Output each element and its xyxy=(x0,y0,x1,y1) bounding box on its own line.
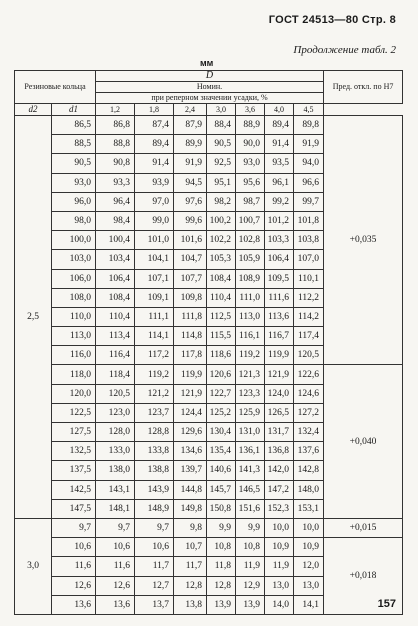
D-value-cell: 104,7 xyxy=(174,250,207,269)
D-value-cell: 128,0 xyxy=(96,423,135,442)
D-value-cell: 96,6 xyxy=(294,173,324,192)
D-value-cell: 116,1 xyxy=(236,327,265,346)
D-value-cell: 116,7 xyxy=(265,327,294,346)
D-value-cell: 124,0 xyxy=(265,384,294,403)
D-value-cell: 130,4 xyxy=(207,423,236,442)
D-value-cell: 12,0 xyxy=(294,557,324,576)
D-value-cell: 117,2 xyxy=(135,346,174,365)
D-value-cell: 129,6 xyxy=(174,423,207,442)
D-value-cell: 113,4 xyxy=(96,327,135,346)
d1-cell: 100,0 xyxy=(52,231,96,250)
D-value-cell: 126,5 xyxy=(265,403,294,422)
D-value-cell: 107,7 xyxy=(174,269,207,288)
D-value-cell: 89,9 xyxy=(174,135,207,154)
D-value-cell: 98,7 xyxy=(236,192,265,211)
D-value-cell: 142,0 xyxy=(265,461,294,480)
d1-cell: 122,5 xyxy=(52,403,96,422)
d1-cell: 118,0 xyxy=(52,365,96,384)
D-value-cell: 97,0 xyxy=(135,192,174,211)
D-value-cell: 10,9 xyxy=(265,538,294,557)
table-row xyxy=(15,538,403,557)
D-value-cell: 124,4 xyxy=(174,403,207,422)
D-value-cell: 95,6 xyxy=(236,173,265,192)
D-value-cell: 10,6 xyxy=(135,538,174,557)
D-value-cell: 94,0 xyxy=(294,154,324,173)
D-value-cell: 9,9 xyxy=(207,518,236,537)
D-value-cell: 122,7 xyxy=(207,384,236,403)
D-value-cell: 90,8 xyxy=(96,154,135,173)
D-value-cell: 10,8 xyxy=(207,538,236,557)
D-value-cell: 92,5 xyxy=(207,154,236,173)
D-value-cell: 10,0 xyxy=(294,518,324,537)
D-value-cell: 10,6 xyxy=(96,538,135,557)
D-value-cell: 13,8 xyxy=(174,595,207,614)
D-value-cell: 117,4 xyxy=(294,327,324,346)
D-value-cell: 98,4 xyxy=(96,211,135,230)
D-value-cell: 91,4 xyxy=(135,154,174,173)
D-value-cell: 103,8 xyxy=(294,231,324,250)
D-value-cell: 152,3 xyxy=(265,499,294,518)
d1-cell: 90,5 xyxy=(52,154,96,173)
D-value-cell: 98,2 xyxy=(207,192,236,211)
D-value-cell: 13,0 xyxy=(294,576,324,595)
D-value-cell: 146,5 xyxy=(236,480,265,499)
D-value-cell: 101,6 xyxy=(174,231,207,250)
D-value-cell: 99,0 xyxy=(135,211,174,230)
page-header xyxy=(269,14,396,26)
header-tolerance: Пред. откл. по H7 xyxy=(324,71,403,104)
D-value-cell: 115,5 xyxy=(207,327,236,346)
D-value-cell: 127,2 xyxy=(294,403,324,422)
D-value-cell: 13,9 xyxy=(207,595,236,614)
D-value-cell: 12,8 xyxy=(174,576,207,595)
D-value-cell: 11,8 xyxy=(207,557,236,576)
units-label: мм xyxy=(200,58,214,68)
tolerance-cell: +0,035 xyxy=(324,116,403,365)
D-value-cell: 132,4 xyxy=(294,423,324,442)
D-value-cell: 148,0 xyxy=(294,480,324,499)
D-value-cell: 140,6 xyxy=(207,461,236,480)
D-value-cell: 96,4 xyxy=(96,192,135,211)
D-value-cell: 123,3 xyxy=(236,384,265,403)
d1-cell: 12,6 xyxy=(52,576,96,595)
D-value-cell: 114,8 xyxy=(174,327,207,346)
D-value-cell: 103,3 xyxy=(265,231,294,250)
D-value-cell: 86,8 xyxy=(96,116,135,135)
D-value-cell: 131,7 xyxy=(265,423,294,442)
D-value-cell: 113,6 xyxy=(265,307,294,326)
d1-cell: 103,0 xyxy=(52,250,96,269)
header-nominal: Номин. xyxy=(96,82,324,93)
header-shrink-value: 1,8 xyxy=(135,104,174,116)
D-value-cell: 111,0 xyxy=(236,288,265,307)
D-value-cell: 110,4 xyxy=(96,307,135,326)
d2-cell: 2,5 xyxy=(15,116,52,519)
header-d1: d1 xyxy=(52,104,96,116)
D-value-cell: 121,9 xyxy=(265,365,294,384)
D-value-cell: 145,7 xyxy=(207,480,236,499)
D-value-cell: 93,9 xyxy=(135,173,174,192)
D-value-cell: 124,6 xyxy=(294,384,324,403)
D-value-cell: 149,8 xyxy=(174,499,207,518)
D-value-cell: 93,3 xyxy=(96,173,135,192)
D-value-cell: 113,0 xyxy=(236,307,265,326)
D-value-cell: 99,2 xyxy=(265,192,294,211)
D-value-cell: 11,6 xyxy=(96,557,135,576)
D-value-cell: 101,8 xyxy=(294,211,324,230)
D-value-cell: 125,2 xyxy=(207,403,236,422)
tolerance-cell: +0,040 xyxy=(324,365,403,519)
D-value-cell: 10,9 xyxy=(294,538,324,557)
D-value-cell: 123,7 xyxy=(135,403,174,422)
d1-cell: 9,7 xyxy=(52,518,96,537)
D-value-cell: 104,1 xyxy=(135,250,174,269)
D-value-cell: 110,1 xyxy=(294,269,324,288)
gost-number: ГОСТ 24513—80 xyxy=(268,14,359,26)
D-value-cell: 153,1 xyxy=(294,499,324,518)
D-value-cell: 10,0 xyxy=(265,518,294,537)
D-value-cell: 12,6 xyxy=(96,576,135,595)
d1-cell: 116,0 xyxy=(52,346,96,365)
D-value-cell: 12,7 xyxy=(135,576,174,595)
d1-cell: 132,5 xyxy=(52,442,96,461)
D-value-cell: 100,4 xyxy=(96,231,135,250)
d1-cell: 147,5 xyxy=(52,499,96,518)
D-value-cell: 136,8 xyxy=(265,442,294,461)
tolerance-cell: +0,015 xyxy=(324,518,403,537)
D-value-cell: 112,2 xyxy=(294,288,324,307)
D-value-cell: 111,8 xyxy=(174,307,207,326)
page-number-top: 8 xyxy=(389,14,396,26)
D-value-cell: 141,3 xyxy=(236,461,265,480)
D-value-cell: 108,4 xyxy=(207,269,236,288)
table-continuation: Продолжение табл. 2 xyxy=(293,44,396,56)
D-value-cell: 143,9 xyxy=(135,480,174,499)
header-shrink-value: 1,2 xyxy=(96,104,135,116)
table-row xyxy=(15,518,403,537)
D-value-cell: 11,7 xyxy=(174,557,207,576)
D-value-cell: 144,8 xyxy=(174,480,207,499)
header-shrink-value: 3,6 xyxy=(236,104,265,116)
D-value-cell: 142,8 xyxy=(294,461,324,480)
D-value-cell: 9,9 xyxy=(236,518,265,537)
D-value-cell: 118,4 xyxy=(96,365,135,384)
D-value-cell: 114,1 xyxy=(135,327,174,346)
D-value-cell: 13,7 xyxy=(135,595,174,614)
D-value-cell: 96,1 xyxy=(265,173,294,192)
D-value-cell: 108,9 xyxy=(236,269,265,288)
d1-cell: 10,6 xyxy=(52,538,96,557)
D-value-cell: 106,4 xyxy=(265,250,294,269)
D-value-cell: 91,9 xyxy=(294,135,324,154)
table-row xyxy=(15,365,403,384)
D-value-cell: 89,4 xyxy=(265,116,294,135)
D-value-cell: 9,7 xyxy=(96,518,135,537)
d1-cell: 108,0 xyxy=(52,288,96,307)
D-value-cell: 11,7 xyxy=(135,557,174,576)
D-value-cell: 123,0 xyxy=(96,403,135,422)
d1-cell: 113,0 xyxy=(52,327,96,346)
D-value-cell: 93,5 xyxy=(265,154,294,173)
D-value-cell: 111,1 xyxy=(135,307,174,326)
D-value-cell: 116,4 xyxy=(96,346,135,365)
d1-cell: 98,0 xyxy=(52,211,96,230)
D-value-cell: 99,6 xyxy=(174,211,207,230)
D-value-cell: 101,0 xyxy=(135,231,174,250)
D-value-cell: 13,0 xyxy=(265,576,294,595)
D-value-cell: 11,9 xyxy=(236,557,265,576)
D-value-cell: 109,5 xyxy=(265,269,294,288)
D-value-cell: 148,9 xyxy=(135,499,174,518)
header-shrink: при реперном значении усадки, % xyxy=(96,93,324,104)
D-value-cell: 102,2 xyxy=(207,231,236,250)
D-value-cell: 13,9 xyxy=(236,595,265,614)
D-value-cell: 99,7 xyxy=(294,192,324,211)
D-value-cell: 88,9 xyxy=(236,116,265,135)
header-shrink-value: 3,0 xyxy=(207,104,236,116)
D-value-cell: 109,8 xyxy=(174,288,207,307)
D-value-cell: 128,8 xyxy=(135,423,174,442)
D-value-cell: 88,4 xyxy=(207,116,236,135)
D-value-cell: 143,1 xyxy=(96,480,135,499)
D-value-cell: 131,0 xyxy=(236,423,265,442)
D-value-cell: 102,8 xyxy=(236,231,265,250)
D-value-cell: 9,7 xyxy=(135,518,174,537)
D-value-cell: 125,9 xyxy=(236,403,265,422)
D-value-cell: 121,2 xyxy=(135,384,174,403)
D-value-cell: 111,6 xyxy=(265,288,294,307)
dimensions-table xyxy=(14,70,403,615)
D-value-cell: 90,5 xyxy=(207,135,236,154)
D-value-cell: 119,2 xyxy=(135,365,174,384)
D-value-cell: 109,1 xyxy=(135,288,174,307)
D-value-cell: 14,0 xyxy=(265,595,294,614)
D-value-cell: 101,2 xyxy=(265,211,294,230)
d1-cell: 86,5 xyxy=(52,116,96,135)
D-value-cell: 139,7 xyxy=(174,461,207,480)
D-value-cell: 119,9 xyxy=(174,365,207,384)
D-value-cell: 107,0 xyxy=(294,250,324,269)
D-value-cell: 87,9 xyxy=(174,116,207,135)
D-value-cell: 122,6 xyxy=(294,365,324,384)
D-value-cell: 112,5 xyxy=(207,307,236,326)
d1-cell: 96,0 xyxy=(52,192,96,211)
table-row xyxy=(15,116,403,135)
D-value-cell: 133,8 xyxy=(135,442,174,461)
d1-cell: 13,6 xyxy=(52,595,96,614)
D-value-cell: 9,8 xyxy=(174,518,207,537)
d1-cell: 106,0 xyxy=(52,269,96,288)
header-rings: Резиновые кольца xyxy=(15,71,96,104)
D-value-cell: 150,8 xyxy=(207,499,236,518)
D-value-cell: 91,9 xyxy=(174,154,207,173)
D-value-cell: 93,0 xyxy=(236,154,265,173)
page-word: Стр. xyxy=(361,14,387,26)
D-value-cell: 88,8 xyxy=(96,135,135,154)
D-value-cell: 91,4 xyxy=(265,135,294,154)
D-value-cell: 12,8 xyxy=(207,576,236,595)
header-shrink-value: 4,5 xyxy=(294,104,324,116)
D-value-cell: 87,4 xyxy=(135,116,174,135)
D-value-cell: 138,8 xyxy=(135,461,174,480)
d1-cell: 88,5 xyxy=(52,135,96,154)
D-value-cell: 12,9 xyxy=(236,576,265,595)
D-value-cell: 134,6 xyxy=(174,442,207,461)
D-value-cell: 147,2 xyxy=(265,480,294,499)
header-d2: d2 xyxy=(15,104,52,116)
d1-cell: 11,6 xyxy=(52,557,96,576)
d1-cell: 142,5 xyxy=(52,480,96,499)
D-value-cell: 14,1 xyxy=(294,595,324,614)
D-value-cell: 89,8 xyxy=(294,116,324,135)
D-value-cell: 117,8 xyxy=(174,346,207,365)
D-value-cell: 107,1 xyxy=(135,269,174,288)
D-value-cell: 105,9 xyxy=(236,250,265,269)
D-value-cell: 121,3 xyxy=(236,365,265,384)
D-value-cell: 118,6 xyxy=(207,346,236,365)
D-value-cell: 100,2 xyxy=(207,211,236,230)
D-value-cell: 11,9 xyxy=(265,557,294,576)
D-value-cell: 120,6 xyxy=(207,365,236,384)
D-value-cell: 119,9 xyxy=(265,346,294,365)
D-value-cell: 108,4 xyxy=(96,288,135,307)
D-value-cell: 151,6 xyxy=(236,499,265,518)
D-value-cell: 135,4 xyxy=(207,442,236,461)
D-value-cell: 121,9 xyxy=(174,384,207,403)
D-value-cell: 90,0 xyxy=(236,135,265,154)
header-shrink-value: 4,0 xyxy=(265,104,294,116)
D-value-cell: 133,0 xyxy=(96,442,135,461)
D-value-cell: 110,4 xyxy=(207,288,236,307)
d1-cell: 137,5 xyxy=(52,461,96,480)
D-value-cell: 89,4 xyxy=(135,135,174,154)
D-value-cell: 114,2 xyxy=(294,307,324,326)
tolerance-cell: +0,018 xyxy=(324,538,403,615)
D-value-cell: 94,5 xyxy=(174,173,207,192)
d1-cell: 110,0 xyxy=(52,307,96,326)
D-value-cell: 120,5 xyxy=(96,384,135,403)
header-D: D xyxy=(96,71,324,82)
D-value-cell: 138,0 xyxy=(96,461,135,480)
D-value-cell: 10,8 xyxy=(236,538,265,557)
header-shrink-value: 2,4 xyxy=(174,104,207,116)
page-number-bottom: 157 xyxy=(377,598,396,610)
D-value-cell: 119,2 xyxy=(236,346,265,365)
D-value-cell: 13,6 xyxy=(96,595,135,614)
D-value-cell: 120,5 xyxy=(294,346,324,365)
D-value-cell: 10,7 xyxy=(174,538,207,557)
d2-cell: 3,0 xyxy=(15,518,52,614)
D-value-cell: 106,4 xyxy=(96,269,135,288)
D-value-cell: 148,1 xyxy=(96,499,135,518)
d1-cell: 120,0 xyxy=(52,384,96,403)
D-value-cell: 103,4 xyxy=(96,250,135,269)
D-value-cell: 100,7 xyxy=(236,211,265,230)
D-value-cell: 95,1 xyxy=(207,173,236,192)
D-value-cell: 97,6 xyxy=(174,192,207,211)
D-value-cell: 137,6 xyxy=(294,442,324,461)
D-value-cell: 105,3 xyxy=(207,250,236,269)
d1-cell: 93,0 xyxy=(52,173,96,192)
d1-cell: 127,5 xyxy=(52,423,96,442)
D-value-cell: 136,1 xyxy=(236,442,265,461)
